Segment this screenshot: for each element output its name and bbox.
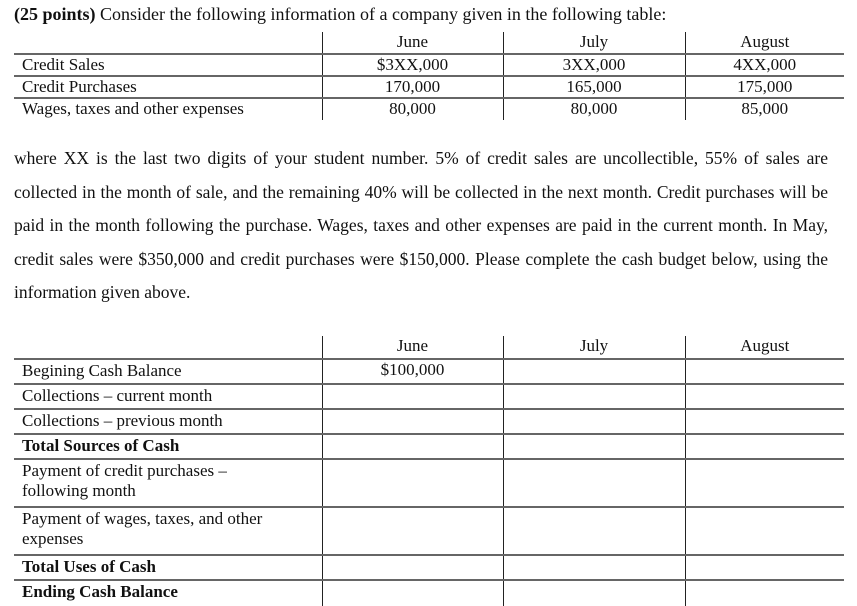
- row-label: Payment of credit purchases – following month: [14, 459, 322, 507]
- instructions-paragraph: where XX is the last two digits of your student number. 5% of credit sales are uncollectible, 55% of sales are collected in the month of sale, and the remaining 40% will be collected in the next month. Credit purchases will be paid in the month following the purchase. Wages, taxes and other expenses are paid in the current month. In May, credit sales were $350,000 and credit purchases were $150,000. Please complete the cash budget below, using the information given above.: [14, 148, 828, 303]
- cell[interactable]: [685, 384, 844, 409]
- cell[interactable]: [503, 507, 685, 555]
- table-row: [14, 76, 844, 98]
- row-label: Begining Cash Balance: [14, 359, 322, 384]
- row-label: Total Sources of Cash: [14, 434, 322, 459]
- table-row: [14, 580, 844, 606]
- table-row: [14, 409, 844, 434]
- cell[interactable]: [685, 359, 844, 384]
- cell[interactable]: [685, 580, 844, 606]
- cell[interactable]: [685, 459, 844, 507]
- table-row: [14, 384, 844, 409]
- table-row: [14, 555, 844, 580]
- cell: 85,000: [685, 98, 844, 120]
- table-header-row: [14, 336, 844, 359]
- question-heading: [14, 4, 666, 25]
- col-header-july: July: [503, 336, 685, 359]
- col-header-august: August: [685, 32, 844, 54]
- header-blank: [14, 32, 322, 54]
- cell[interactable]: [503, 555, 685, 580]
- col-header-june: June: [322, 32, 503, 54]
- cell: 80,000: [322, 98, 503, 120]
- cell: 4XX,000: [685, 54, 844, 76]
- cell[interactable]: [685, 507, 844, 555]
- cell[interactable]: [503, 359, 685, 384]
- cell[interactable]: [503, 409, 685, 434]
- col-header-june: June: [322, 336, 503, 359]
- company-info-table: [14, 32, 844, 120]
- table-row: [14, 98, 844, 120]
- question-intro: Consider the following information of a company given in the following table:: [95, 4, 667, 24]
- row-label: Ending Cash Balance: [22, 582, 178, 601]
- cell: 165,000: [503, 76, 685, 98]
- table-row: [14, 359, 844, 384]
- row-label: Payment of wages, taxes, and other expenses: [14, 507, 322, 555]
- row-label: Credit Purchases: [14, 76, 322, 98]
- points-label: (25 points): [14, 4, 96, 24]
- table-row: [14, 507, 844, 555]
- cell: 170,000: [322, 76, 503, 98]
- row-label: Credit Sales: [14, 54, 322, 76]
- cell: 175,000: [685, 76, 844, 98]
- cell[interactable]: [503, 434, 685, 459]
- table-row: [14, 434, 844, 459]
- cell[interactable]: [685, 555, 844, 580]
- row-label: Wages, taxes and other expenses: [22, 99, 244, 118]
- row-label: Total Uses of Cash: [14, 555, 322, 580]
- cell[interactable]: [685, 434, 844, 459]
- cell[interactable]: [322, 507, 503, 555]
- cell[interactable]: [322, 434, 503, 459]
- cell[interactable]: [322, 409, 503, 434]
- row-label: Collections – previous month: [14, 409, 322, 434]
- table-header-row: [14, 32, 844, 54]
- cell[interactable]: [503, 459, 685, 507]
- cell[interactable]: [503, 384, 685, 409]
- col-header-august: August: [685, 336, 844, 359]
- table-row: [14, 54, 844, 76]
- cell[interactable]: [322, 580, 503, 606]
- table-row: [14, 459, 844, 507]
- cell[interactable]: [685, 409, 844, 434]
- header-blank: [14, 336, 322, 359]
- cell[interactable]: [322, 459, 503, 507]
- cell: 3XX,000: [503, 54, 685, 76]
- cell[interactable]: [322, 384, 503, 409]
- cell[interactable]: $100,000: [322, 359, 503, 384]
- col-header-july: July: [503, 32, 685, 54]
- cell[interactable]: [503, 580, 685, 606]
- row-label: Collections – current month: [14, 384, 322, 409]
- cash-budget-table: [14, 336, 844, 606]
- cell[interactable]: [322, 555, 503, 580]
- cell: $3XX,000: [322, 54, 503, 76]
- cell: 80,000: [503, 98, 685, 120]
